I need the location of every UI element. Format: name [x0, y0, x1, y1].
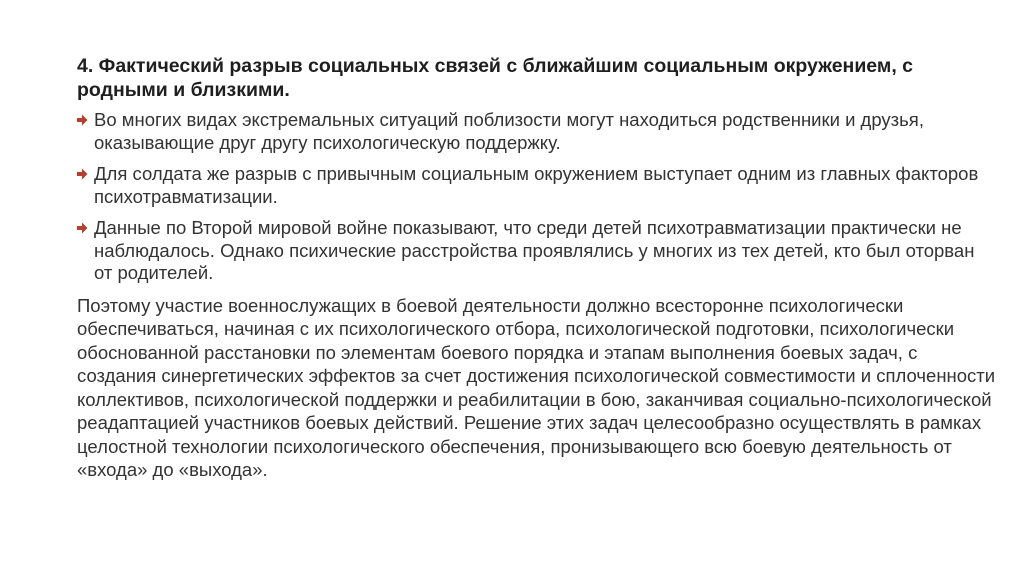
bullet-text: Для солдата же разрыв с привычным социальным окружением выступает одним из главных факторов психотравматизации.: [94, 163, 979, 207]
arrow-right-bullet-icon: [77, 222, 88, 234]
arrow-right-bullet-icon: [77, 114, 88, 126]
bullet-item: [77, 217, 997, 285]
bullet-text: Во многих видах экстремальных ситуаций поблизости могут находиться родственники и друзья, оказывающие друг другу психологическую поддержку.: [94, 109, 924, 153]
body-paragraph: Поэтому участие военнослужащих в боевой деятельности должно всесторонне психологически обеспечиваться, начиная с их психологического отбора, психологической подготовки, психологически обоснованной расстановки по элементам боевого порядка и этапам выполнения боевых задач, с создания синергетических эффектов за счет достижения психологической совместимости и сплоченности коллективов, психологической поддержки и реабилитации в бою, заканчивая социально-психологической реадаптацией участников боевых действий. Решение этих задач целесообразно осуществлять в рамках целостной технологии психологического обеспечения, пронизывающего всю боевую деятельность от «входа» до «выхода».: [77, 294, 996, 480]
slide-content: [77, 54, 997, 482]
arrow-right-bullet-icon: [77, 168, 88, 180]
bullet-item: [77, 109, 997, 154]
bullet-item: [77, 163, 997, 208]
section-heading: 4. Фактический разрыв социальных связей с ближайшим социальным окружением, с родными и близкими.: [77, 55, 913, 101]
bullet-list: [77, 109, 997, 285]
bullet-text: Данные по Второй мировой войне показывают, что среди детей психотравматизации практически не наблюдалось. Однако психические расстройства проявлялись у многих из тех детей, кто был оторван от родителей.: [94, 217, 975, 283]
